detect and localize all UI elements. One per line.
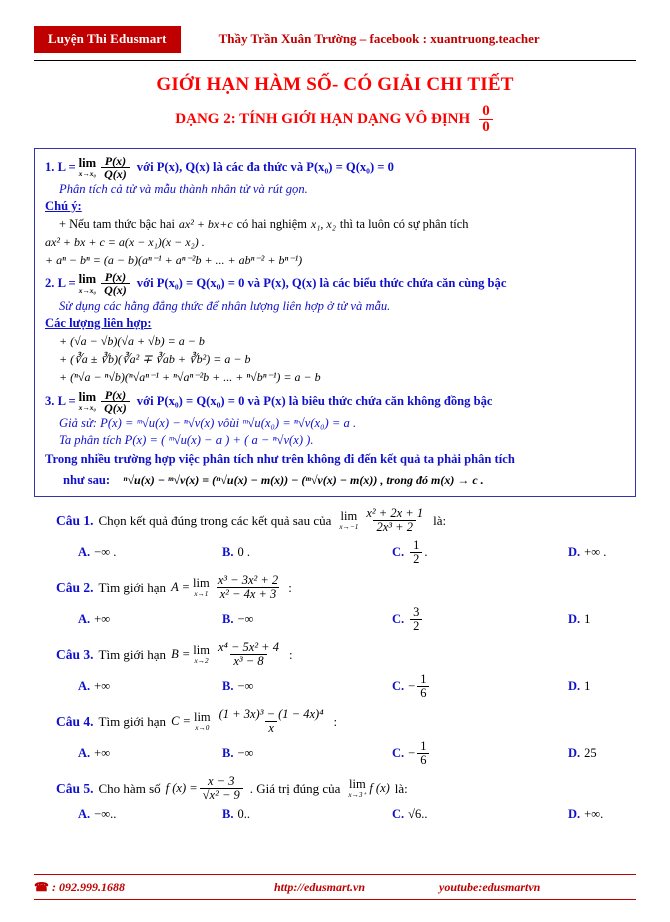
- question-2-lim-op: lim: [193, 576, 210, 591]
- question-2-option-c-denominator: 2: [410, 619, 422, 633]
- chuy-item-2: [45, 253, 625, 268]
- question-3-option-b-key: B.: [222, 678, 234, 693]
- rule-1-note: Phân tích cả tử và mẫu thành nhân tử và rút gọn.: [59, 182, 308, 197]
- conjugate-formula-1: + (√a − √b)(√a + √b) = a − b: [59, 333, 205, 348]
- question-5-lim-body: f (x): [369, 781, 390, 795]
- question-2-stem: [34, 574, 636, 601]
- question-1-option-b-value: 0 .: [237, 544, 250, 559]
- question-3-option-a-key: A.: [78, 678, 91, 693]
- chuy-item-1-math-3: ax² + bx + c = a(x − x₁)(x − x₂) .: [45, 235, 205, 250]
- chuy-item-1-part-c: thì ta luôn có sự phân tích: [339, 217, 469, 232]
- question-3-option-b[interactable]: [222, 679, 392, 694]
- rule-3-text: với P(x₀) = Q(x₀) = 0 và P(x) là biêu thức chứa căn không đồng bậc: [136, 393, 493, 408]
- question-3-lim-sub: x→2: [194, 656, 209, 665]
- question-1-option-d-key: D.: [568, 544, 581, 559]
- footer-website-link[interactable]: http://edusmart.vn: [274, 880, 366, 894]
- question-1-option-a[interactable]: [78, 545, 222, 560]
- question-1-option-c-denominator: 2: [410, 552, 422, 566]
- question-4-option-c-fraction: [417, 740, 429, 767]
- question-3-fraction-denominator: x³ − 8: [230, 654, 266, 668]
- question-5-stem: [34, 775, 636, 802]
- question-4-fraction: [216, 708, 327, 735]
- question-2-option-c-fraction: [410, 606, 422, 633]
- question-3: [34, 641, 636, 699]
- question-2-text-after: :: [288, 579, 292, 595]
- question-2-option-b-key: B.: [222, 611, 234, 626]
- question-1-option-a-key: A.: [78, 544, 91, 559]
- rule-1-fraction-numerator: P(x): [104, 153, 127, 168]
- question-1: [34, 507, 636, 565]
- question-4-text-after: :: [333, 713, 338, 729]
- question-4-lim-op: lim: [193, 710, 211, 725]
- footer-phone: [34, 880, 274, 895]
- question-2-option-c-numerator: 3: [413, 604, 420, 619]
- question-3-option-d-key: D.: [568, 678, 581, 693]
- rule-2-prefix: 2. L =: [45, 276, 76, 291]
- question-3-option-c-key: C.: [392, 678, 405, 693]
- question-1-fraction-denominator: 2x³ + 2: [373, 520, 415, 534]
- rule-2-note: Sử dụng các hằng đẳng thức để nhân lượng liên hợp ở tử và mẫu.: [59, 298, 391, 313]
- question-4-option-a[interactable]: [78, 746, 222, 761]
- question-2-option-b-value: −∞: [237, 611, 254, 626]
- footer-contact-row: [34, 880, 636, 895]
- question-1-expression: [336, 507, 428, 534]
- question-4-label: Câu 4.: [56, 713, 94, 729]
- question-1-option-d[interactable]: [568, 545, 606, 560]
- question-1-option-b-key: B.: [222, 544, 234, 559]
- footer-youtube-link[interactable]: youtube:edusmartvn: [439, 880, 541, 894]
- question-3-stem: [34, 641, 636, 668]
- question-5-label: Câu 5.: [56, 780, 94, 796]
- conjugate-item-1: [45, 334, 625, 349]
- question-4-option-d[interactable]: [568, 746, 597, 761]
- question-3-options: [34, 673, 636, 700]
- question-4-lim-sub: x→0: [195, 723, 210, 732]
- question-3-text-before: Tìm giới hạn: [98, 646, 167, 662]
- chuy-item-1-math-2: x₁, x₂: [310, 217, 336, 232]
- question-1-option-c-key: C.: [392, 544, 405, 559]
- question-3-option-c[interactable]: [392, 673, 568, 700]
- question-1-option-a-value: −∞ .: [94, 544, 117, 559]
- question-2-option-a[interactable]: [78, 612, 222, 627]
- question-1-fraction-numerator: x² + 2x + 1: [366, 506, 424, 521]
- rule-3-note-1: Giả sử: P(x) = ᵐ√u(x) − ⁿ√v(x) vôùi ᵐ√u(x₀) = ⁿ√v(x₀) = a .: [59, 416, 357, 430]
- question-2-expression: [171, 574, 283, 601]
- subtitle-fraction-numerator: 0: [482, 103, 490, 119]
- question-2-option-b[interactable]: [222, 612, 392, 627]
- conjugate-formula-3: + (ⁿ√a − ⁿ√b)(ⁿ√aⁿ⁻¹ + ⁿ√aⁿ⁻²b + ... + ⁿ√bⁿ⁻¹) = a − b: [59, 369, 321, 384]
- rule-2-lim: [79, 273, 97, 294]
- rule-2-lim-op: lim: [78, 272, 97, 287]
- rule-1-lim: [79, 157, 97, 178]
- rule-1-fraction: [101, 155, 130, 180]
- chuy-heading: Chú ý:: [45, 199, 82, 214]
- question-5-function: [166, 775, 245, 802]
- question-1-fraction: [363, 507, 426, 534]
- rule-1-lim-op: lim: [78, 155, 97, 170]
- chuy-item-1-formula: [45, 235, 625, 250]
- question-2-label: Câu 2.: [56, 579, 94, 595]
- footer-phone-number: : 092.999.1688: [51, 880, 125, 894]
- question-5-lim: [348, 778, 366, 799]
- question-1-option-c-fraction: [410, 539, 422, 566]
- rule-2-fraction-denominator: Q(x): [101, 283, 130, 296]
- question-3-option-b-value: −∞: [237, 678, 254, 693]
- rule-3-fraction: [101, 389, 130, 414]
- question-4-options: [34, 740, 636, 767]
- question-5-fraction: [200, 775, 243, 802]
- question-2-option-d-key: D.: [568, 611, 581, 626]
- question-5-text-mid: . Giá trị đúng của: [249, 780, 341, 796]
- rule-3-fraction-numerator: P(x): [104, 387, 127, 402]
- question-2-option-c-key: C.: [392, 611, 405, 626]
- theory-box: [34, 148, 636, 498]
- question-1-options: [34, 539, 636, 566]
- question-2-option-d-value: 1: [584, 611, 591, 626]
- chuy-item-1-part-a: + Nếu tam thức bậc hai: [59, 217, 175, 232]
- question-5-fraction-numerator: x − 3: [207, 774, 235, 789]
- page-subtitle: [34, 104, 636, 136]
- question-5-options: [34, 807, 636, 822]
- telephone-icon: ☎: [34, 880, 49, 894]
- question-5-lim-sub: x→3⁺: [348, 790, 367, 799]
- header-teacher-info: Thầy Trần Xuân Trường – facebook : xuantruong.teacher: [218, 31, 540, 46]
- question-1-option-d-value: +∞ .: [584, 544, 607, 559]
- rule-2-lim-sub: x→x₀: [78, 285, 96, 295]
- question-3-fraction: [215, 641, 282, 668]
- chuy-item-2-formula: + aⁿ − bⁿ = (a − b)(aⁿ⁻¹ + aⁿ⁻²b + ... + abⁿ⁻² + bⁿ⁻¹): [45, 253, 303, 268]
- question-2-options: [34, 606, 636, 633]
- question-5-option-c-key: C.: [392, 806, 405, 821]
- question-5-fraction-denominator: √x² − 9: [200, 788, 243, 802]
- question-3-label: Câu 3.: [56, 646, 94, 662]
- question-5-option-b-value: 0..: [237, 806, 250, 821]
- question-4-variable: C =: [171, 714, 191, 728]
- question-1-option-c-numerator: 1: [413, 537, 420, 552]
- question-3-option-c-numerator: 1: [420, 671, 427, 686]
- footer-divider-bottom: [34, 899, 636, 900]
- question-5-text-before: Cho hàm số: [98, 780, 161, 796]
- question-3-lim: [193, 644, 210, 665]
- final-note-line-2: [45, 472, 625, 490]
- question-4-option-a-key: A.: [78, 745, 91, 760]
- question-4-text-before: Tìm giới hạn: [98, 713, 167, 729]
- question-1-lim-op: lim: [340, 509, 358, 524]
- page-title: GIỚI HẠN HÀM SỐ- CÓ GIẢI CHI TIẾT: [156, 74, 514, 95]
- rule-3-lim-sub: x→x₀: [78, 403, 96, 413]
- rule-2-fraction-numerator: P(x): [104, 270, 127, 285]
- brand-badge: Luyện Thi Edusmart: [34, 26, 181, 53]
- conjugates-heading: Các lượng liên hợp:: [45, 315, 152, 330]
- question-3-option-d[interactable]: [568, 679, 590, 694]
- question-4-option-b-value: −∞: [237, 745, 254, 760]
- theory-rule-1: [45, 155, 625, 180]
- question-2: [34, 574, 636, 632]
- question-4-option-b[interactable]: [222, 746, 392, 761]
- question-2-lim: [193, 577, 210, 598]
- rule-3-fraction-denominator: Q(x): [101, 401, 130, 414]
- question-3-fraction-numerator: x⁴ − 5x² + 4: [217, 640, 279, 655]
- question-5-option-c[interactable]: [392, 807, 568, 822]
- question-4: [34, 708, 636, 766]
- subtitle-fraction-denominator: 0: [479, 119, 493, 135]
- chuy-item-1-part-b: có hai nghiệm: [236, 217, 307, 232]
- question-2-variable: A =: [171, 580, 191, 594]
- conjugate-item-3: [45, 370, 625, 385]
- question-4-fraction-denominator: x: [265, 721, 277, 735]
- question-4-stem: [34, 708, 636, 735]
- question-5-option-a[interactable]: [78, 807, 222, 822]
- question-4-fraction-numerator: (1 + 3x)³ − (1 − 4x)⁴: [218, 707, 324, 722]
- question-5-lim-op: lim: [349, 777, 366, 792]
- final-note-label: như sau:: [63, 472, 111, 487]
- questions-list: [34, 507, 636, 822]
- rule-3-lim-op: lim: [78, 389, 97, 404]
- subtitle-fraction: [479, 104, 493, 136]
- rule-1-lim-sub: x→x₀: [78, 169, 96, 179]
- theory-rule-3: [45, 389, 625, 414]
- question-3-option-a[interactable]: [78, 679, 222, 694]
- question-5-option-c-value: √6..: [408, 806, 428, 821]
- rule-2-text: với P(x₀) = Q(x₀) = 0 và P(x), Q(x) là các biểu thức chứa căn cùng bậc: [136, 276, 507, 291]
- chuy-item-1: [45, 217, 625, 232]
- question-4-option-c-denominator: 6: [417, 753, 429, 767]
- rule-2-fraction: [101, 271, 130, 296]
- question-1-label: Câu 1.: [56, 512, 94, 528]
- question-5: [34, 775, 636, 822]
- question-4-option-b-key: B.: [222, 745, 234, 760]
- question-3-lim-op: lim: [193, 643, 210, 658]
- question-3-option-c-denominator: 6: [417, 686, 429, 700]
- page-subtitle-text: DẠNG 2: TÍNH GIỚI HẠN DẠNG VÔ ĐỊNH: [175, 111, 471, 128]
- footer-divider-top: [34, 874, 636, 875]
- rule-1-text: với P(x), Q(x) là các đa thức và P(x₀) = Q(x₀) = 0: [136, 159, 394, 174]
- question-4-option-c-sign: −: [408, 745, 416, 760]
- question-5-option-d-value: +∞.: [584, 806, 604, 821]
- question-2-lim-sub: x→1: [194, 589, 209, 598]
- question-4-lim: [194, 711, 211, 732]
- conjugate-formula-2: + (∛a ± ∛b)(∛a² ∓ ∛ab + ∛b²) = a − b: [59, 351, 251, 366]
- question-5-variable: f (x) =: [165, 781, 198, 795]
- question-5-option-a-value: −∞..: [94, 806, 117, 821]
- question-4-expression: [171, 708, 328, 735]
- question-1-option-c-suffix: .: [424, 544, 428, 559]
- question-1-lim-sub: x→−1: [339, 522, 359, 531]
- question-3-text-after: :: [289, 646, 293, 662]
- page-header: [34, 0, 636, 56]
- question-5-option-d[interactable]: [568, 807, 603, 822]
- question-2-fraction-denominator: x² − 4x + 3: [217, 587, 280, 601]
- page-footer: [34, 874, 636, 900]
- question-1-option-c[interactable]: [392, 539, 568, 566]
- rule-3-lim: [79, 391, 97, 412]
- question-1-text-before: Chọn kết quả đúng trong các kết quả sau của: [98, 512, 332, 528]
- question-2-option-d[interactable]: [568, 612, 590, 627]
- header-divider: [34, 60, 636, 61]
- theory-rule-2: [45, 271, 625, 296]
- question-4-option-c-numerator: 1: [420, 738, 427, 753]
- question-1-lim: [339, 510, 358, 531]
- question-4-option-d-key: D.: [568, 745, 581, 760]
- question-2-option-a-key: A.: [78, 611, 91, 626]
- question-4-option-c[interactable]: [392, 740, 568, 767]
- question-3-option-a-value: +∞: [94, 678, 111, 693]
- question-5-text-after: là:: [394, 780, 408, 796]
- question-2-fraction-numerator: x³ − 3x² + 2: [217, 573, 279, 588]
- final-note-line-1: Trong nhiều trường hợp việc phân tích như trên không đi đến kết quả ta phải phân tích: [45, 452, 515, 466]
- question-3-expression: [171, 641, 284, 668]
- question-3-option-c-sign: −: [408, 678, 416, 693]
- question-1-stem: [34, 507, 636, 534]
- rule-3-prefix: 3. L =: [45, 393, 76, 408]
- question-2-option-a-value: +∞: [94, 611, 111, 626]
- conjugate-item-2: [45, 352, 625, 367]
- question-4-option-d-value: 25: [584, 745, 597, 760]
- question-4-option-a-value: +∞: [94, 745, 111, 760]
- rule-3-note-2: Ta phân tích P(x) = ( ᵐ√u(x) − a ) + ( a − ⁿ√v(x) ).: [59, 433, 314, 447]
- rule-1-prefix: 1. L =: [45, 159, 76, 174]
- question-2-text-before: Tìm giới hạn: [98, 579, 167, 595]
- rule-1-fraction-denominator: Q(x): [101, 167, 130, 180]
- question-3-variable: B =: [171, 647, 191, 661]
- question-5-option-b-key: B.: [222, 806, 234, 821]
- question-1-text-after: là:: [433, 512, 447, 528]
- question-5-option-a-key: A.: [78, 806, 91, 821]
- question-4-option-c-key: C.: [392, 745, 405, 760]
- question-1-option-b[interactable]: [222, 545, 392, 560]
- question-5-option-d-key: D.: [568, 806, 581, 821]
- question-5-option-b[interactable]: [222, 807, 392, 822]
- question-5-limit: [345, 778, 389, 799]
- question-3-option-d-value: 1: [584, 678, 591, 693]
- question-3-option-c-fraction: [417, 673, 429, 700]
- final-note-math: ⁿ√u(x) − ᵐ√v(x) = (ⁿ√u(x) − m(x)) − (ᵐ√v(x) − m(x)) , trong đó m(x) → c .: [123, 472, 484, 487]
- chuy-item-1-math-1: ax² + bx+c: [178, 217, 233, 232]
- question-2-fraction: [215, 574, 281, 601]
- question-2-option-c[interactable]: [392, 606, 568, 633]
